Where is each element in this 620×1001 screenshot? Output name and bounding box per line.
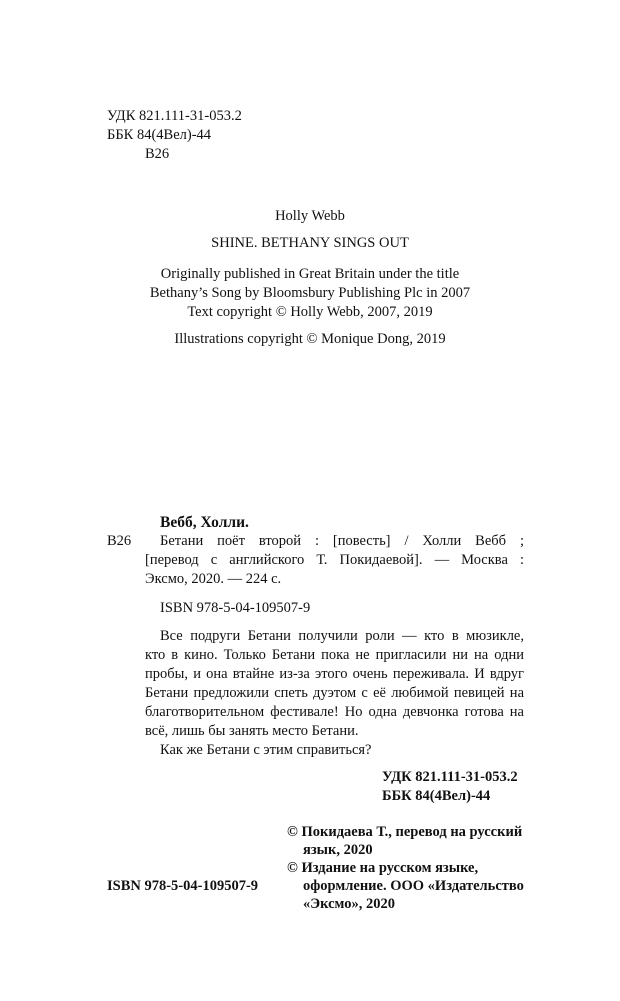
original-title: SHINE. BETHANY SINGS OUT [211,235,409,251]
annotation-line-5: благотворительном фестивале! Но одна девчонка готова на [145,704,524,720]
annotation-line-4: Бетани предложили спеть дуэтом с её любимой певицей на [145,685,524,701]
publication-line-2: Bethany’s Song by Bloomsbury Publishing Plc in 2007 [149,285,471,301]
illustrations-copyright: Illustrations copyright © Monique Dong, 2019 [174,331,446,347]
annotation-line-1: Все подруги Бетани получили роли — кто в мюзикле, [160,628,524,644]
catalog-description-line-1: Бетани поёт второй : [повесть] / Холли Вебб ; [160,533,524,549]
catalog-isbn: ISBN 978-5-04-109507-9 [160,600,311,616]
bbk-bottom: ББК 84(4Вел)-44 [382,788,491,804]
catalog-author-heading: Вебб, Холли. [160,514,249,531]
isbn-bottom: ISBN 978-5-04-109507-9 [107,878,259,894]
original-author: Holly Webb [275,208,345,224]
edition-copyright-line-2: оформление. ООО «Издательство [303,878,524,894]
publication-line-1: Originally published in Great Britain under the title [160,266,460,282]
edition-copyright-line-3: «Эксмо», 2020 [303,896,395,912]
catalog-mark: В26 [107,533,132,549]
publication-line-3: Text copyright © Holly Webb, 2007, 2019 [187,304,433,320]
annotation-question: Как же Бетани с этим справиться? [160,742,372,758]
annotation-line-3: пробы, и она втайне из-за этого очень переживала. И вдруг [145,666,524,682]
author-mark-top: В26 [145,146,170,162]
annotation-line-6: всё, лишь бы занять место Бетани. [145,723,359,739]
udk-top: УДК 821.111-31-053.2 [107,108,242,124]
catalog-description-line-2: [перевод с английского Т. Покидаевой]. — Москва : [145,552,524,568]
annotation-line-2: кто в кино. Только Бетани пока не пригласили ни на одни [145,647,524,663]
translation-copyright-line-1: © Покидаева Т., перевод на русский [287,824,523,840]
translation-copyright-line-2: язык, 2020 [303,842,373,858]
udk-bottom: УДК 821.111-31-053.2 [382,769,518,785]
bbk-top: ББК 84(4Вел)-44 [107,127,212,143]
edition-copyright-line-1: © Издание на русском языке, [287,860,479,876]
catalog-description-line-3: Эксмо, 2020. — 224 с. [145,571,282,587]
